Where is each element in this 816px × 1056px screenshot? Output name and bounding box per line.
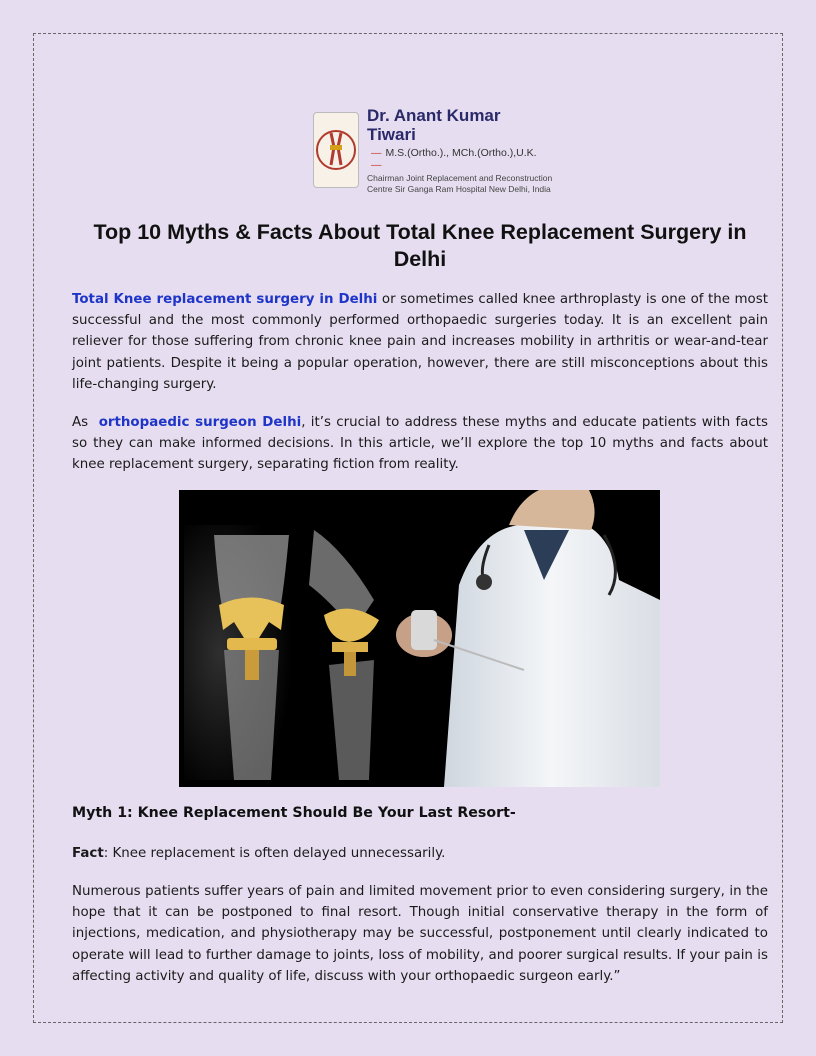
fact-text: : Knee replacement is often delayed unnecessarily. [103,846,446,861]
para2-prefix: As [72,415,99,430]
logo-line-1: Chairman Joint Replacement and Reconstruction [367,172,553,183]
para2-text: , it’s crucial to address these myths and educate patients with facts so they can make informed decisions. In this article, we’ll explore the top 10 myths and facts about knee replacement surgery, separating fiction from reality. [72,415,768,473]
logo-line-2: Centre Sir Ganga Ram Hospital New Delhi, India [367,183,551,194]
clinic-logo [313,105,553,194]
logo-doctor-name: Dr. Anant Kumar Tiwari [367,105,501,145]
intro-paragraph [72,289,768,395]
myth-1-body: Numerous patients suffer years of pain and limited movement prior to even considering surgery, in the hope that it can be postponed to final resort. Though initial conservative therapy in the form of injections, medication, and physiotherapy may be successful, postponement until clearly indicated to operate will lead to further damage to joints, loss of mobility, and poorer surgical results. If your pain is affecting activity and quality of life, discuss with your orthopaedic surgeon early.” [72,884,768,984]
knee-emblem-icon [313,112,359,188]
fact-label: Fact [72,846,104,861]
second-paragraph [72,412,768,476]
orthopaedic-surgeon-link[interactable]: orthopaedic surgeon Delhi [98,415,302,430]
myth-1-heading: Myth 1: Knee Replacement Should Be Your Last Resort- [72,805,516,821]
myth-1-fact [72,843,768,864]
logo-degrees: — M.S.(Ortho.)., MCh.(Ortho.),U.K. — [367,147,553,171]
knee-xray-doctor-photo [179,490,660,787]
knee-replacement-link[interactable]: Total Knee replacement surgery in Delhi [72,292,378,307]
page-title: Top 10 Myths & Facts About Total Knee Replacement Surgery in Delhi [93,220,747,271]
intro-text: or sometimes called knee arthroplasty is one of the most successful and the most commonly performed orthopaedic surgeries today. It is an excellent pain reliever for those suffering from chronic knee pain and increases mobility in arthritis or wear-and-tear joint patients. Despite it being a popular operation, however, there are still misconceptions about this life-changing surgery. [72,292,768,392]
